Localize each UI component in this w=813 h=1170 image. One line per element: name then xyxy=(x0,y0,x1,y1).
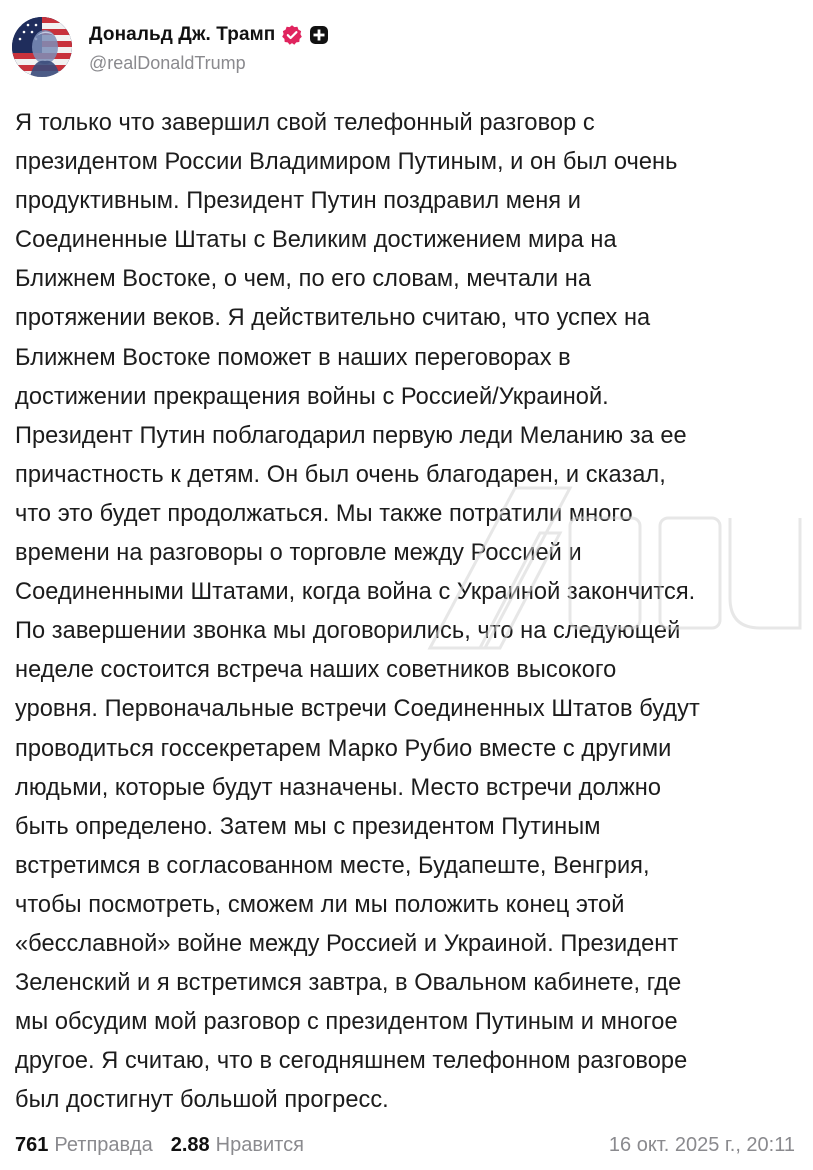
likes-label: Нравится xyxy=(215,1133,304,1156)
post-header xyxy=(12,16,329,78)
plus-badge-icon xyxy=(309,25,329,45)
reposts-stat[interactable] xyxy=(15,1134,153,1157)
author-identity xyxy=(89,21,329,74)
likes-count: 2.88 xyxy=(170,1133,210,1156)
reposts-count: 761 xyxy=(15,1133,49,1156)
verified-badge-icon xyxy=(281,24,303,46)
avatar-flag-portrait-icon xyxy=(12,17,72,77)
post-body-text: Я только что завершил свой телефонный разговор с президентом России Владимиром Путиным, и он был очень продуктивным. Президент Путин поздравил меня и Соединенные Штаты с Великим достижением мира на Ближнем Востоке, о чем, по его словам, мечтали на протяжении веков. Я действительно считаю, что успех на Ближнем Востоке поможет в наших переговорах в достижении прекращения войны с Россией/Украиной. Президент Путин поблагодарил первую леди Меланию за ее причастность к детям. Он был очень благодарен, и сказал, что это будет продолжаться. Мы также потратили много времени на разговоры о торговле между Россией и Соединенными Штатами, когда война с Украиной закончится. По завершении звонка мы договорились, что на следующей неделе состоится встреча наших советников высокого уровня. Первоначальные встречи Соединенных Штатов будут проводиться госсекретарем Марко Рубио вместе с другими людьми, которые будут назначены. Место встречи должно быть определено. Затем мы с президентом Путиным встретимся в согласованном месте, Будапеште, Венгрия, чтобы посмотреть, сможем ли мы положить конец этой «бесславной» войне между Россией и Украиной. Президент Зеленский и я встретимся завтра, в Овальном кабинете, где мы обсудим мой разговор с президентом Путиным и многое другое. Я считаю, что в сегодняшнем телефонном разговоре был достигнут большой прогресс. xyxy=(15,110,700,1114)
author-display-name[interactable]: Дональд Дж. Трамп xyxy=(89,23,276,45)
author-avatar[interactable] xyxy=(12,17,72,77)
author-name-row xyxy=(89,21,329,49)
post-timestamp[interactable]: 16 окт. 2025 г., 20:11 xyxy=(608,1133,795,1156)
likes-stat[interactable] xyxy=(171,1134,304,1157)
author-handle[interactable]: @realDonaldTrump xyxy=(89,52,246,73)
post-footer xyxy=(15,1128,795,1162)
reposts-label: Ретправда xyxy=(54,1133,153,1156)
